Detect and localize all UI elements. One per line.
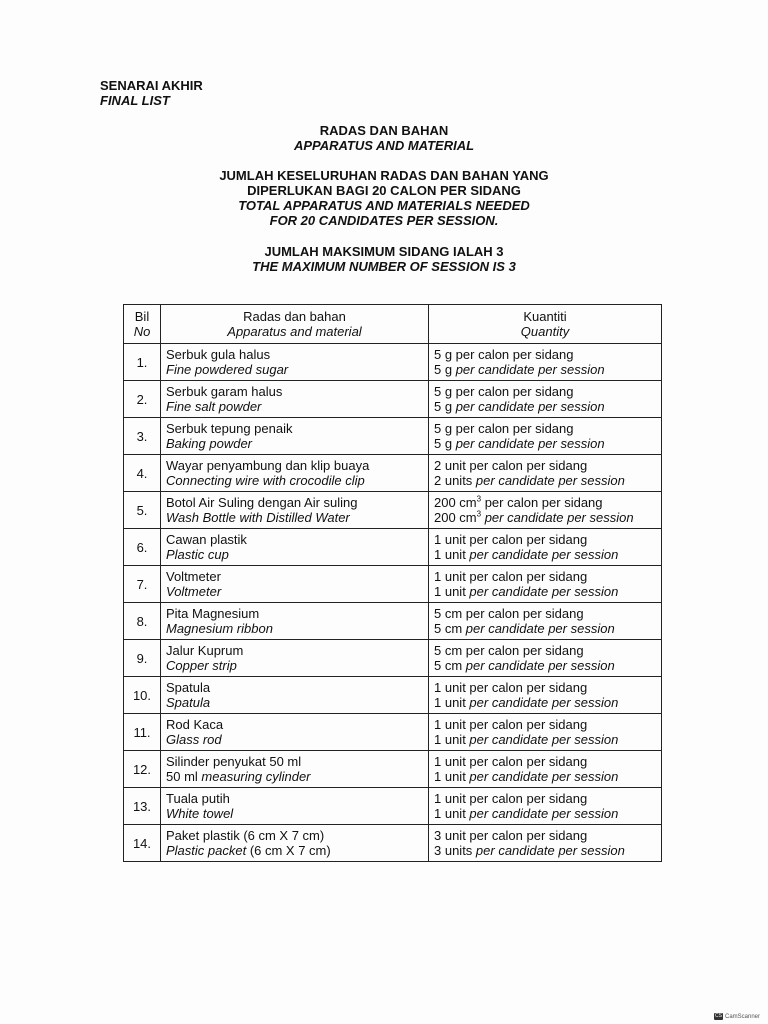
item-en-prefix: 50 ml: [166, 769, 202, 784]
total-line-2-en: FOR 20 CANDIDATES PER SESSION.: [269, 213, 499, 228]
qty-en-line: [434, 769, 656, 784]
qty-en-amount: 1 unit: [434, 806, 470, 821]
item-name-en: measuring cylinder: [201, 769, 311, 784]
table-row: [124, 825, 662, 862]
item-name: Pita Magnesium: [166, 606, 260, 621]
row-number: [124, 344, 161, 381]
row-number-text: 8.: [136, 613, 148, 629]
qty-ms: 5 cm per calon per sidang: [434, 606, 584, 621]
row-item: [161, 566, 429, 603]
row-qty: [429, 751, 662, 788]
row-qty: [429, 825, 662, 862]
item-name-en: Copper strip: [166, 658, 237, 673]
qty-ms-line: [434, 643, 656, 658]
row-number-text: 4.: [136, 465, 148, 481]
qty-en-amount: 5 cm: [434, 621, 466, 636]
item-name-en-line: [166, 473, 423, 488]
qty-ms-line: [434, 680, 656, 695]
qty-en-line: [434, 695, 656, 710]
item-name: Cawan plastik: [166, 532, 247, 547]
row-qty: [429, 566, 662, 603]
max-session: JUMLAH MAKSIMUM SIDANG IALAH 3: [264, 244, 504, 259]
row-number: [124, 566, 161, 603]
item-name: Serbuk tepung penaik: [166, 421, 293, 436]
list-title-en: FINAL LIST: [100, 93, 170, 108]
qty-en-amount: 1 unit: [434, 584, 470, 599]
row-qty: [429, 788, 662, 825]
row-number: [124, 788, 161, 825]
qty-ms: 1 unit per calon per sidang: [434, 754, 588, 769]
row-item: [161, 344, 429, 381]
row-number-text: 3.: [136, 428, 148, 444]
header-qty: [429, 305, 662, 344]
item-name-en: Fine powdered sugar: [166, 362, 289, 377]
row-item: [161, 677, 429, 714]
item-name-en: Plastic packet: [166, 843, 247, 858]
row-number-text: 2.: [136, 391, 148, 407]
item-name-en-line: [166, 584, 423, 599]
table-row: [124, 640, 662, 677]
item-name: Voltmeter: [166, 569, 221, 584]
qty-en-text: per candidate per session: [455, 399, 605, 414]
item-name-en-line: [166, 547, 423, 562]
item-name-en: Glass rod: [166, 732, 222, 747]
item-name: Spatula: [166, 680, 211, 695]
list-title: SENARAI AKHIR: [100, 78, 203, 93]
qty-ms-line: [434, 606, 656, 621]
qty-en-text: per candidate per session: [469, 547, 619, 562]
camscanner-icon: CS: [715, 1013, 722, 1019]
table-row: [124, 714, 662, 751]
item-name: Serbuk gula halus: [166, 347, 271, 362]
row-item: [161, 640, 429, 677]
table-header-row: [124, 305, 662, 344]
row-number: [124, 381, 161, 418]
qty-en-text: per candidate per session: [469, 584, 619, 599]
qty-ms: 1 unit per calon per sidang: [434, 569, 588, 584]
item-name: Paket plastik (6 cm X 7 cm): [166, 828, 325, 843]
item-name-en-line: [166, 658, 423, 673]
superscript: 3: [476, 494, 482, 504]
qty-en-line: [434, 584, 656, 599]
qty-en-line: [434, 843, 656, 858]
qty-ms-line: [434, 569, 656, 584]
section-title-en: APPARATUS AND MATERIAL: [293, 138, 475, 153]
table-row: [124, 492, 662, 529]
row-number-text: 6.: [136, 539, 148, 555]
row-number-text: 10.: [132, 687, 152, 703]
item-name-en: Voltmeter: [166, 584, 222, 599]
qty-ms: 5 g per calon per sidang: [434, 384, 574, 399]
row-number: [124, 529, 161, 566]
row-number-text: 13.: [132, 798, 152, 814]
row-item: [161, 788, 429, 825]
item-name-en-line: [166, 621, 423, 636]
row-number: [124, 751, 161, 788]
header-item-label: Radas dan bahan: [243, 309, 346, 324]
qty-ms: 1 unit per calon per sidang: [434, 532, 588, 547]
row-item: [161, 751, 429, 788]
qty-en-line: [434, 399, 656, 414]
qty-ms: 5 g per calon per sidang: [434, 347, 574, 362]
qty-en-text: per candidate per session: [465, 621, 615, 636]
row-number: [124, 455, 161, 492]
item-name-en: Connecting wire with crocodile clip: [166, 473, 365, 488]
table-row: [124, 788, 662, 825]
item-name-en: Magnesium ribbon: [166, 621, 273, 636]
row-number: [124, 640, 161, 677]
qty-en-line: [434, 473, 656, 488]
row-number-text: 7.: [136, 576, 148, 592]
row-item: [161, 418, 429, 455]
row-qty: [429, 418, 662, 455]
item-name: Tuala putih: [166, 791, 230, 806]
item-en-suffix: (6 cm X 7 cm): [246, 843, 331, 858]
row-number: [124, 825, 161, 862]
item-name-en-line: [166, 806, 423, 821]
item-name: Silinder penyukat 50 ml: [166, 754, 302, 769]
qty-en-text: per candidate per session: [469, 732, 619, 747]
item-name-en: Plastic cup: [166, 547, 229, 562]
item-name-en-line: [166, 510, 423, 525]
superscript: 3: [476, 509, 482, 519]
qty-en-text: per candidate per session: [475, 473, 625, 488]
row-qty: [429, 677, 662, 714]
row-qty: [429, 455, 662, 492]
row-number-text: 14.: [132, 835, 152, 851]
qty-en-line: [434, 510, 656, 525]
table-row: [124, 603, 662, 640]
row-qty: [429, 492, 662, 529]
item-name-en: Baking powder: [166, 436, 252, 451]
row-item: [161, 714, 429, 751]
row-number: [124, 418, 161, 455]
qty-en-amount: 1 unit: [434, 547, 470, 562]
camscanner-label: CamScanner: [724, 1013, 760, 1020]
row-qty: [429, 344, 662, 381]
table-row: [124, 677, 662, 714]
qty-ms: 1 unit per calon per sidang: [434, 791, 588, 806]
item-name-en-line: [166, 843, 423, 858]
row-item: [161, 603, 429, 640]
table-row: [124, 381, 662, 418]
row-number-text: 5.: [136, 502, 148, 518]
qty-en-text: per candidate per session: [475, 843, 625, 858]
row-item: [161, 455, 429, 492]
qty-en-amount: 5 cm: [434, 658, 466, 673]
table-row: [124, 455, 662, 492]
qty-en-line: [434, 621, 656, 636]
section-title: RADAS DAN BAHAN: [319, 123, 449, 138]
qty-en-amount: 5 g: [434, 399, 456, 414]
item-name-en: Fine salt powder: [166, 399, 262, 414]
qty-ms: 200 cm: [434, 495, 477, 510]
qty-ms: 3 unit per calon per sidang: [434, 828, 588, 843]
qty-en-amount: 200 cm: [434, 510, 477, 525]
header-qty-label: Kuantiti: [523, 309, 567, 324]
item-name: Botol Air Suling dengan Air suling: [166, 495, 358, 510]
table-row: [124, 418, 662, 455]
qty-ms: 1 unit per calon per sidang: [434, 680, 588, 695]
header-no: [124, 305, 161, 344]
row-number-text: 1.: [136, 354, 148, 370]
camscanner-mark: [714, 1013, 760, 1020]
qty-en-amount: 1 unit: [434, 769, 470, 784]
row-number: [124, 714, 161, 751]
row-item: [161, 381, 429, 418]
total-line-1: JUMLAH KESELURUHAN RADAS DAN BAHAN YANG: [219, 168, 549, 183]
qty-en-amount: 5 g: [434, 362, 456, 377]
row-qty: [429, 529, 662, 566]
row-qty: [429, 381, 662, 418]
row-item: [161, 529, 429, 566]
qty-en-line: [434, 362, 656, 377]
total-line-2: DIPERLUKAN BAGI 20 CALON PER SIDANG: [247, 183, 521, 198]
qty-ms: 1 unit per calon per sidang: [434, 717, 588, 732]
qty-ms: 2 unit per calon per sidang: [434, 458, 588, 473]
item-name: Wayar penyambung dan klip buaya: [166, 458, 370, 473]
item-name-en-line: [166, 732, 423, 747]
qty-en-text: per candidate per session: [465, 658, 615, 673]
row-number-text: 12.: [132, 761, 152, 777]
qty-en-line: [434, 436, 656, 451]
max-session-en: THE MAXIMUM NUMBER OF SESSION IS 3: [252, 259, 516, 274]
item-name-en-line: [166, 436, 423, 451]
item-name-en: Wash Bottle with Distilled Water: [166, 510, 350, 525]
item-name: Serbuk garam halus: [166, 384, 283, 399]
qty-ms-line: [434, 495, 656, 510]
qty-en-line: [434, 732, 656, 747]
qty-ms-rest: per calon per sidang: [481, 495, 603, 510]
qty-en-text: per candidate per session: [469, 769, 619, 784]
qty-ms-line: [434, 421, 656, 436]
row-qty: [429, 640, 662, 677]
qty-ms-line: [434, 532, 656, 547]
item-name: Rod Kaca: [166, 717, 224, 732]
row-number: [124, 603, 161, 640]
table-row: [124, 751, 662, 788]
qty-ms-line: [434, 347, 656, 362]
row-number-text: 11.: [133, 724, 151, 740]
qty-ms-line: [434, 754, 656, 769]
header-item: [161, 305, 429, 344]
table-row: [124, 344, 662, 381]
row-number-text: 9.: [136, 650, 148, 666]
qty-en-amount: 2 units: [434, 473, 476, 488]
row-qty: [429, 714, 662, 751]
row-item: [161, 825, 429, 862]
qty-en-amount: 5 g: [434, 436, 456, 451]
qty-en-line: [434, 658, 656, 673]
header-item-label-en: Apparatus and material: [227, 324, 362, 339]
qty-ms-line: [434, 384, 656, 399]
qty-en-text: per candidate per session: [469, 695, 619, 710]
item-name: Jalur Kuprum: [166, 643, 244, 658]
item-name-en: Spatula: [166, 695, 211, 710]
qty-en-line: [434, 547, 656, 562]
qty-en-text: per candidate per session: [481, 510, 634, 525]
qty-ms: 5 g per calon per sidang: [434, 421, 574, 436]
header-no-label-en: No: [133, 324, 151, 339]
row-qty: [429, 603, 662, 640]
row-item: [161, 492, 429, 529]
qty-en-line: [434, 806, 656, 821]
qty-ms-line: [434, 828, 656, 843]
total-line-1-en: TOTAL APPARATUS AND MATERIALS NEEDED: [238, 198, 530, 213]
item-name-en: White towel: [166, 806, 234, 821]
qty-en-amount: 1 unit: [434, 732, 470, 747]
qty-en-text: per candidate per session: [455, 362, 605, 377]
qty-en-text: per candidate per session: [469, 806, 619, 821]
qty-ms-line: [434, 458, 656, 473]
apparatus-table: [123, 304, 662, 862]
header-no-label: Bil: [134, 309, 150, 324]
list-title-block: [100, 78, 203, 108]
qty-ms-line: [434, 717, 656, 732]
qty-en-text: per candidate per session: [455, 436, 605, 451]
table-row: [124, 529, 662, 566]
row-number: [124, 677, 161, 714]
item-name-en-line: [166, 695, 423, 710]
item-name-en-line: [166, 362, 423, 377]
qty-en-amount: 1 unit: [434, 695, 470, 710]
table-row: [124, 566, 662, 603]
qty-ms-line: [434, 791, 656, 806]
qty-ms: 5 cm per calon per sidang: [434, 643, 584, 658]
row-number: [124, 492, 161, 529]
item-name-en-line: [166, 399, 423, 414]
qty-en-amount: 3 units: [434, 843, 476, 858]
item-name-en-line: [166, 769, 423, 784]
header-qty-label-en: Quantity: [520, 324, 570, 339]
